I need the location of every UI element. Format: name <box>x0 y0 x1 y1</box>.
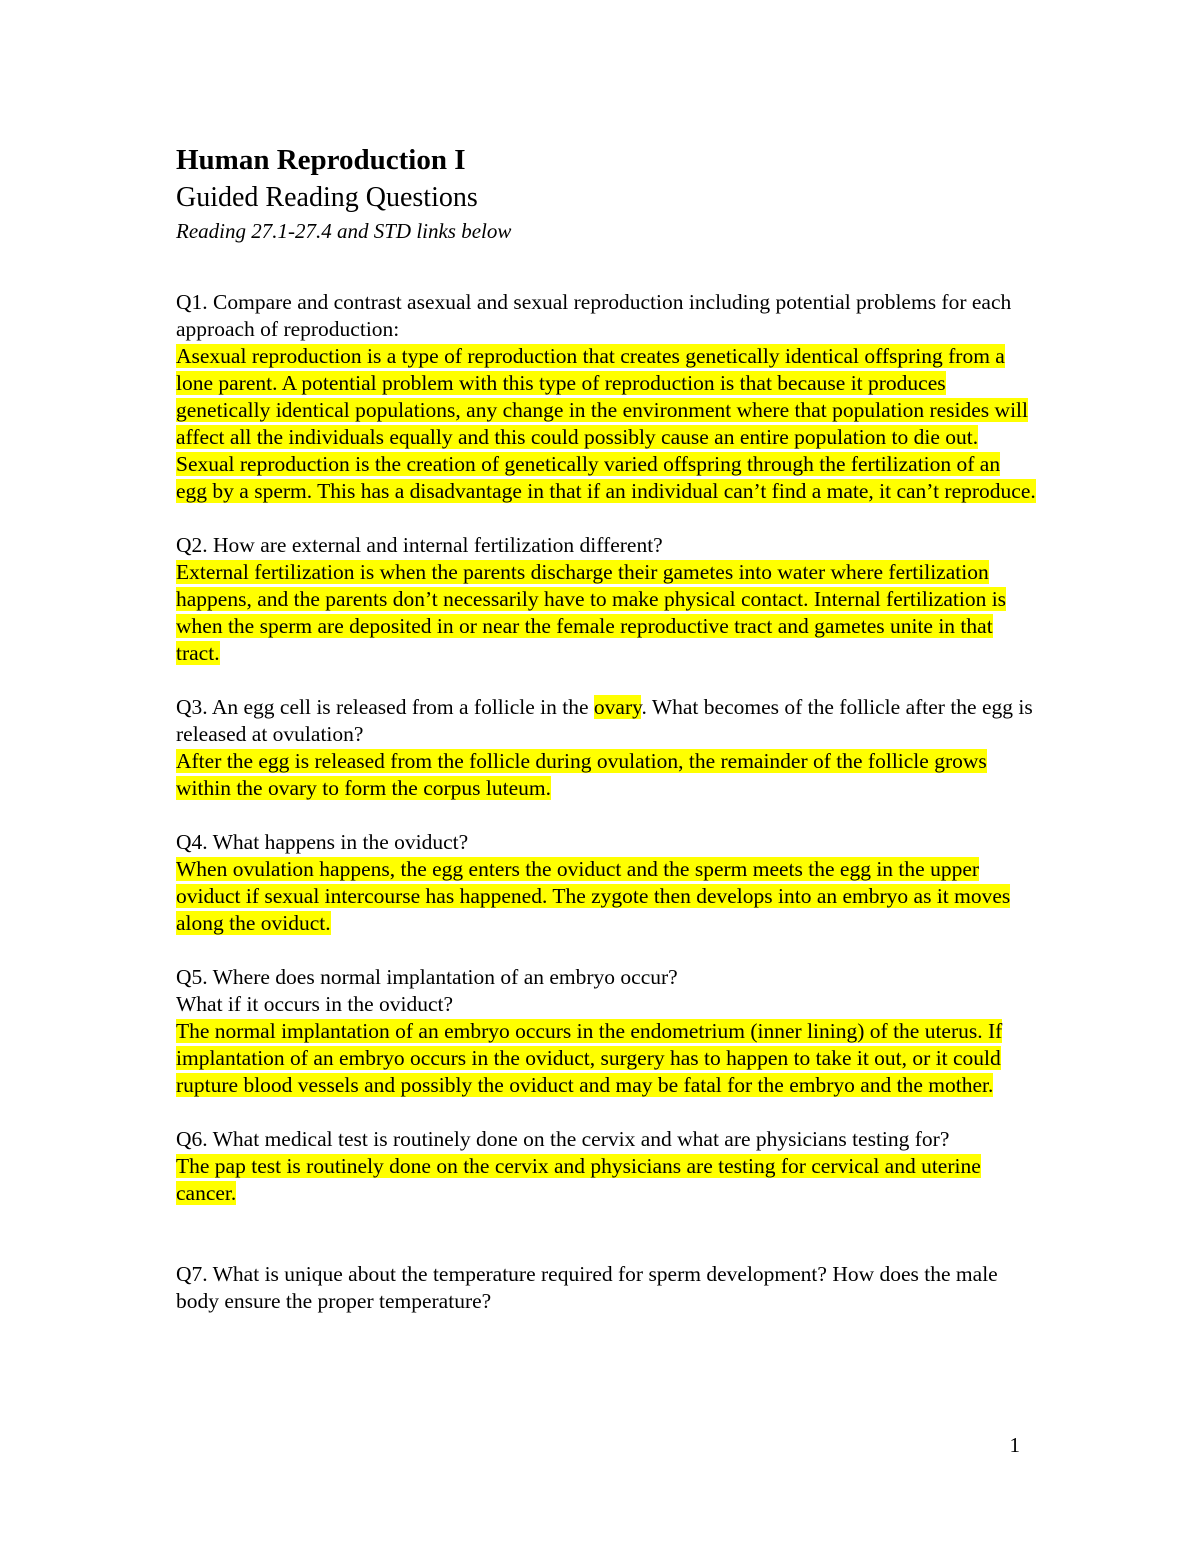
question-text <box>176 694 1036 748</box>
answer-text <box>176 748 1036 802</box>
question-text: Q7. What is unique about the temperature required for sperm development? How does the male body ensure the proper temperature? <box>176 1262 998 1313</box>
answer-highlight: External fertilization is when the parents discharge their gametes into water where fertilization happens, and the parents don’t necessarily have to make physical contact. Internal fertilization is when the sperm are deposited in or near the female reproductive tract and gametes unite in that tract. <box>176 560 1007 665</box>
question-block-6 <box>176 1126 1036 1207</box>
document-body <box>176 140 1036 1342</box>
question-block-1 <box>176 289 1036 505</box>
page-number: 1 <box>1009 1433 1020 1457</box>
question-block-5 <box>176 964 1036 1099</box>
question-text-line: What if it occurs in the oviduct? <box>176 992 454 1016</box>
question-block-2 <box>176 532 1036 667</box>
answer-highlight: After the egg is released from the follicle during ovulation, the remainder of the follicle grows within the ovary to form the corpus luteum. <box>176 749 987 800</box>
question-text-part: Q3. An egg cell is released from a follicle in the <box>176 695 594 719</box>
question-text: Q6. What medical test is routinely done on the cervix and what are physicians testing for? <box>176 1127 950 1151</box>
question-text-part: . What becomes of the follicle after the egg is released at ovulation? <box>176 695 1033 746</box>
document-title: Human Reproduction I <box>176 144 466 176</box>
answer-highlight: The pap test is routinely done on the cervix and physicians are testing for cervical and uterine cancer. <box>176 1154 981 1205</box>
answer-text <box>176 343 1036 505</box>
answer-text <box>176 1018 1036 1099</box>
question-text: Q2. How are external and internal fertilization different? <box>176 533 663 557</box>
question-text-line: Q5. Where does normal implantation of an embryo occur? <box>176 965 678 989</box>
answer-highlight: Asexual reproduction is a type of reproduction that creates genetically identical offspring from a lone parent. A potential problem with this type of reproduction is that because it produces genetically identical populations, any change in the environment where that population resides will affect all the individuals equally and this could possibly cause an entire population to die out. Sexual reproduction is the creation of genetically varied offspring through the fertilization of an egg by a sperm. This has a disadvantage in that if an individual can’t find a mate, it can’t reproduce. <box>176 344 1036 503</box>
question-text: Q1. Compare and contrast asexual and sexual reproduction including potential problems for each approach of reproduction: <box>176 290 1012 341</box>
answer-text <box>176 856 1036 937</box>
answer-text <box>176 1153 1036 1207</box>
reading-assignment: Reading 27.1-27.4 and STD links below <box>176 219 512 243</box>
question-text: Q4. What happens in the oviduct? <box>176 830 469 854</box>
question-block-3 <box>176 694 1036 802</box>
answer-highlight: The normal implantation of an embryo occurs in the endometrium (inner lining) of the uterus. If implantation of an embryo occurs in the oviduct, surgery has to happen to take it out, or it could rupture blood vessels and possibly the oviduct and may be fatal for the embryo and the mother. <box>176 1019 1003 1097</box>
question-block-4 <box>176 829 1036 937</box>
answer-highlight: When ovulation happens, the egg enters the oviduct and the sperm meets the egg in the upper oviduct if sexual intercourse has happened. The zygote then develops into an embryo as it moves along the oviduct. <box>176 857 1011 935</box>
question-block-7 <box>176 1261 1036 1315</box>
highlighted-term: ovary <box>593 695 642 719</box>
document-subtitle: Guided Reading Questions <box>176 182 478 213</box>
answer-text <box>176 559 1036 667</box>
